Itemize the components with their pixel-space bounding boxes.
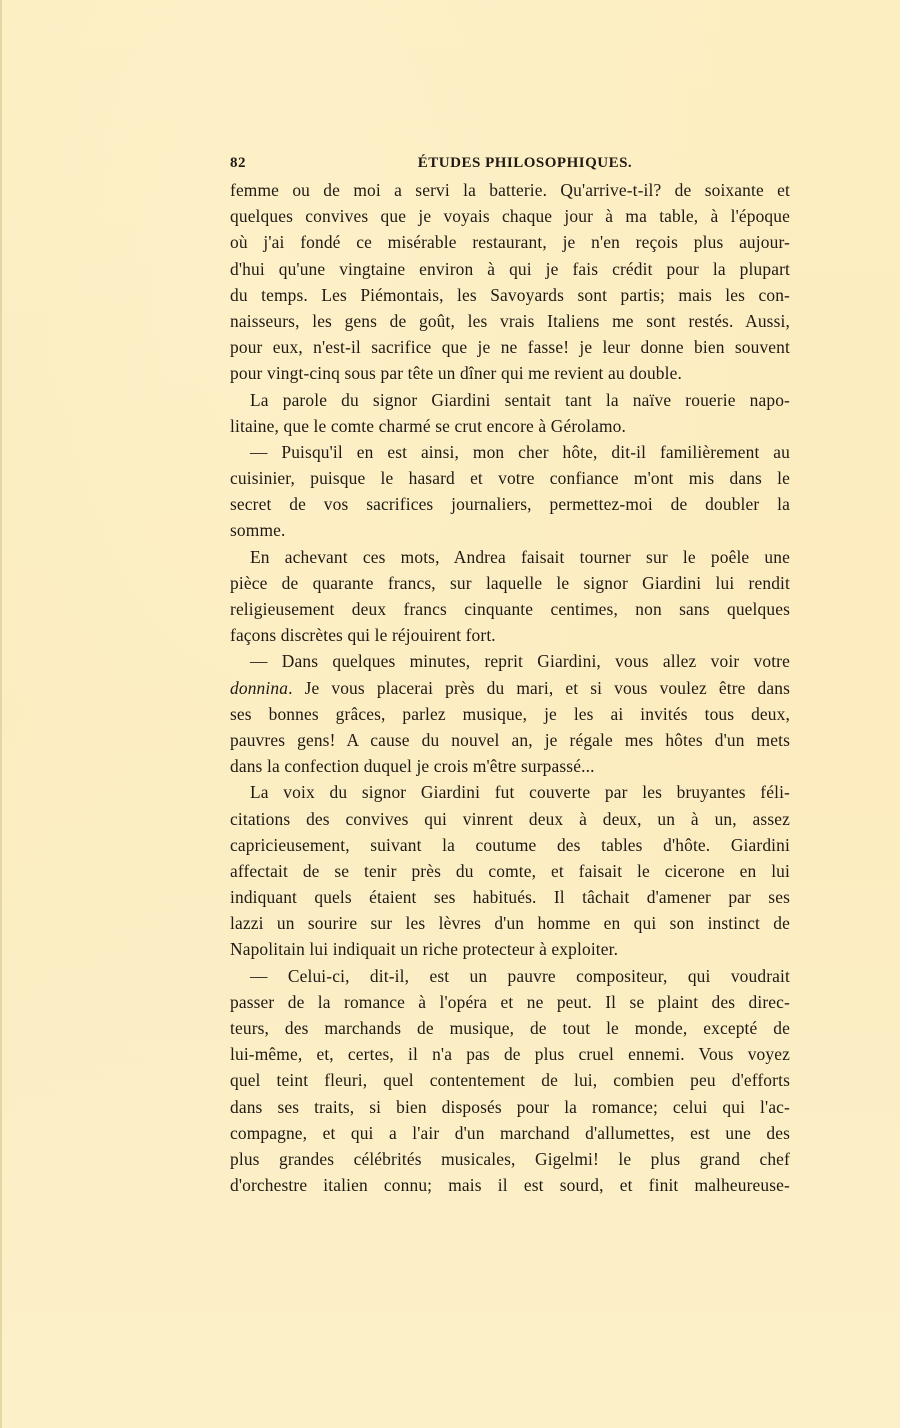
line-text: du temps. Les Piémontais, les Savoyards sont partis; mais les con- — [230, 284, 790, 305]
line-text: quel teint fleuri, quel contentement de lui, combien peu d'efforts — [230, 1070, 790, 1091]
line-text: pièce de quarante francs, sur laquelle le signor Giardini lui rendit — [230, 572, 790, 593]
text-line — [230, 753, 790, 779]
line-text: d'orchestre italien connu; mais il est sourd, et finit malheureuse- — [230, 1175, 790, 1196]
text-line — [230, 282, 790, 308]
line-text: secret de vos sacrifices journaliers, permettez-moi de doubler la — [230, 494, 790, 515]
text-line — [230, 596, 790, 622]
line-text: dans la confection duquel je crois m'être surpassé... — [230, 756, 595, 777]
line-text: teurs, des marchands de musique, de tout le monde, excepté de — [230, 1018, 790, 1038]
line-text: lazzi un sourire sur les lèvres d'un homme en qui son instinct de — [230, 913, 790, 934]
running-head — [230, 150, 790, 176]
line-text: pour vingt-cinq sous par tête un dîner qui me revient au double. — [230, 363, 682, 384]
line-text: — Puisqu'il en est ainsi, mon cher hôte, dit-il familièrement au — [250, 441, 790, 462]
line-text: cuisinier, puisque le hasard et votre confiance m'ont mis dans le — [230, 468, 790, 489]
text-line — [230, 334, 790, 360]
text-line — [230, 806, 790, 832]
line-text: indiquant quels étaient ses habitués. Il tâchait d'amener par ses — [230, 887, 790, 908]
text-line — [230, 1067, 790, 1093]
line-text: ses bonnes grâces, parlez musique, je les ai invités tous deux, — [230, 703, 790, 724]
text-line — [230, 989, 790, 1015]
text-line — [230, 465, 790, 491]
text-line — [230, 1172, 790, 1198]
text-line — [230, 177, 790, 203]
line-text: capricieusement, suivant la coutume des tables d'hôte. Giardini — [230, 834, 790, 855]
text-line — [230, 544, 790, 570]
line-text: litaine, que le comte charmé se crut encore à Gérolamo. — [230, 415, 626, 436]
text-line — [230, 229, 790, 255]
text-line — [230, 910, 790, 936]
text-line — [230, 779, 790, 805]
line-text: . Je vous placerai près du mari, et si vous voulez être dans — [288, 677, 790, 698]
text-line — [230, 203, 790, 229]
text-line — [230, 1146, 790, 1172]
text-line — [230, 413, 790, 439]
text-line — [230, 832, 790, 858]
line-text: femme ou de moi a servi la batterie. Qu'arrive-t-il? de soixante et — [230, 180, 790, 200]
text-line — [230, 491, 790, 517]
running-title: ÉTUDES PHILOSOPHIQUES. — [417, 155, 633, 171]
text-line — [230, 858, 790, 884]
body-text — [230, 177, 790, 1198]
line-text: naisseurs, les gens de goût, les vrais Italiens me sont restés. Aussi, — [230, 310, 790, 331]
text-line — [230, 387, 790, 413]
italic-word: donnina — [230, 677, 289, 698]
line-text: d'hui qu'une vingtaine environ à qui je fais crédit pour la plupart — [230, 258, 790, 279]
line-text: plus grandes célébrités musicales, Gigelmi! le plus grand chef — [230, 1148, 790, 1169]
text-line — [230, 517, 790, 543]
text-block — [230, 150, 790, 1198]
text-line — [230, 1041, 790, 1067]
line-text: La parole du signor Giardini sentait tant la naïve rouerie napo- — [250, 389, 790, 410]
line-text: dans ses traits, si bien disposés pour la romance; celui qui l'ac- — [230, 1096, 790, 1117]
line-text: citations des convives qui vinrent deux à deux, un à un, assez — [230, 808, 790, 829]
text-line — [230, 1094, 790, 1120]
line-text: pauvres gens! A cause du nouvel an, je régale mes hôtes d'un mets — [230, 729, 790, 750]
page-number: 82 — [230, 155, 246, 171]
line-text: façons discrètes qui le réjouirent fort. — [230, 625, 496, 646]
line-text: compagne, et qui a l'air d'un marchand d'allumettes, est une des — [230, 1122, 790, 1143]
line-text: — Dans quelques minutes, reprit Giardini, vous allez voir votre — [250, 651, 790, 672]
text-line — [230, 884, 790, 910]
text-line — [230, 936, 790, 962]
text-line — [230, 256, 790, 282]
line-text: lui-même, et, certes, il n'a pas de plus cruel ennemi. Vous voyez — [230, 1044, 790, 1065]
text-line — [230, 963, 790, 989]
line-text: passer de la romance à l'opéra et ne peut. Il se plaint des direc- — [230, 991, 790, 1012]
line-text: où j'ai fondé ce misérable restaurant, je n'en reçois plus aujour- — [230, 232, 790, 253]
text-line — [230, 439, 790, 465]
text-line — [230, 701, 790, 727]
line-text: affectait de se tenir près du comte, et faisait le cicerone en lui — [230, 860, 790, 881]
line-text: La voix du signor Giardini fut couverte par les bruyantes féli- — [250, 782, 790, 803]
text-line — [230, 360, 790, 386]
line-text: — Celui-ci, dit-il, est un pauvre compositeur, qui voudrait — [250, 965, 790, 986]
text-line — [230, 727, 790, 753]
text-line — [230, 308, 790, 334]
line-text: Napolitain lui indiquait un riche protecteur à exploiter. — [230, 939, 619, 960]
text-line — [230, 675, 790, 701]
line-text: En achevant ces mots, Andrea faisait tourner sur le poêle une — [250, 546, 790, 567]
line-text: pour eux, n'est-il sacrifice que je ne fasse! je leur donne bien souvent — [230, 337, 790, 358]
line-text: quelques convives que je voyais chaque jour à ma table, à l'époque — [230, 206, 790, 227]
text-line — [230, 622, 790, 648]
text-line — [230, 1015, 790, 1041]
text-line — [230, 648, 790, 674]
text-line — [230, 570, 790, 596]
line-text: religieusement deux francs cinquante centimes, non sans quelques — [230, 599, 790, 619]
text-line — [230, 1120, 790, 1146]
line-text: somme. — [230, 520, 286, 541]
